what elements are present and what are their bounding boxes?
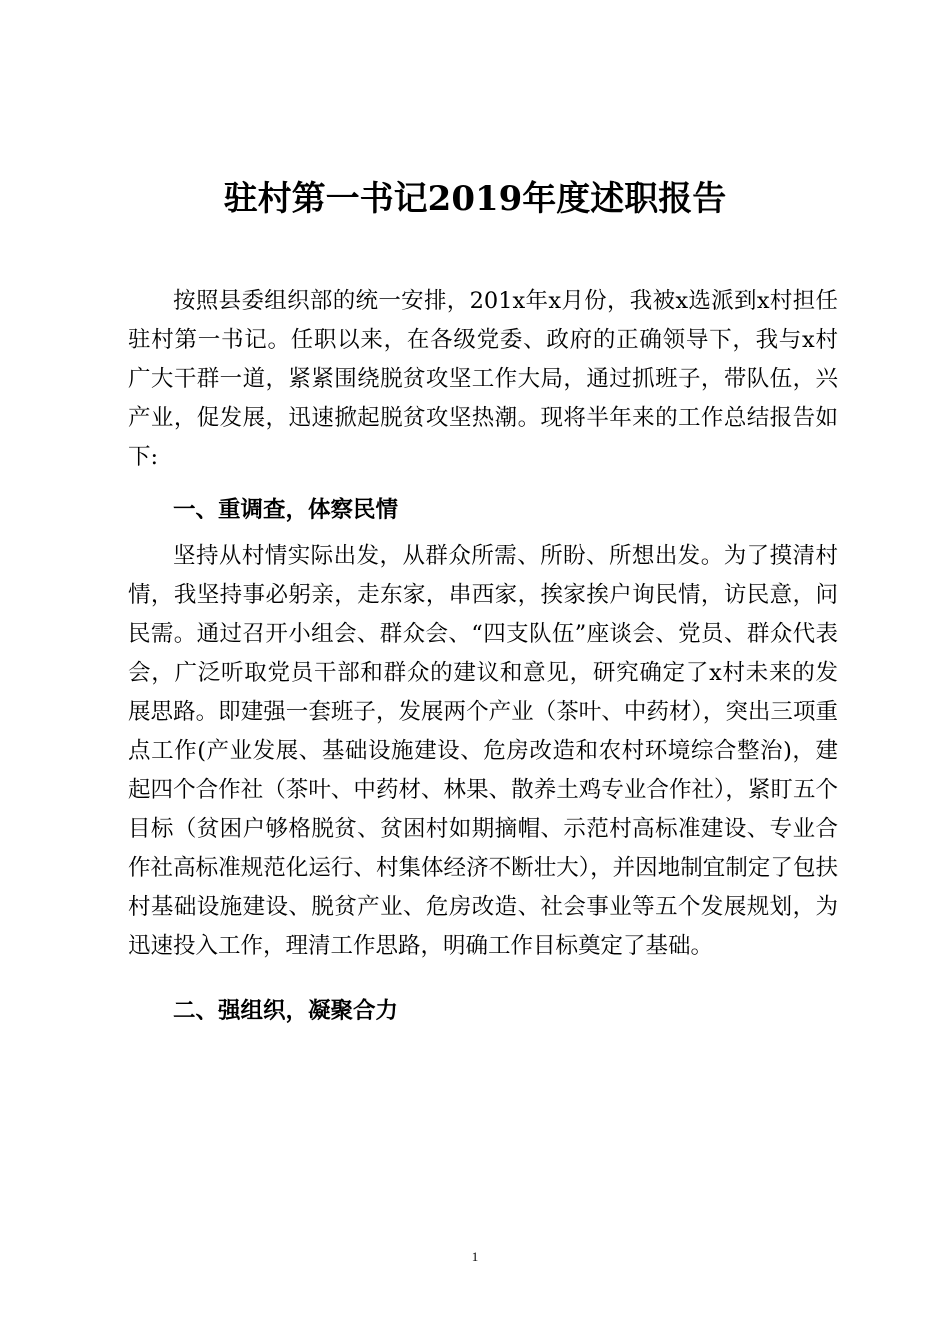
page-number: 1 [471, 1249, 479, 1264]
intro-paragraph: 按照县委组织部的统一安排，201x年x月份，我被x选派到x村担任驻村第一书记。任职以来，在各级党委、政府的正确领导下，我与x村广大干群一道，紧紧围绕脱贫攻坚工作大局，通过抓班子，带队伍，兴产业，促发展，迅速掀起脱贫攻坚热潮。现将半年来的工作总结报告如下: [128, 288, 838, 470]
section-heading-2: 二、强组织，凝聚合力 [173, 998, 399, 1024]
section-1-paragraph: 坚持从村情实际出发，从群众所需、所盼、所想出发。为了摸清村情，我坚持事必躬亲，走东家，串西家，挨家挨户询民情，访民意，问民需。通过召开小组会、群众会、“四支队伍”座谈会、党员、群众代表会，广泛听取党员干部和群众的建议和意见，研究确定了x村未来的发展思路。即建强一套班子，发展两个产业（茶叶、中药材），突出三项重点工作(产业发展、基础设施建设、危房改造和农村环境综合整治)，建起四个合作社（茶叶、中药材、林果、散养土鸡专业合作社），紧盯五个目标（贫困户够格脱贫、贫困村如期摘帽、示范村高标准建设、专业合作社高标准规范化运行、村集体经济不断壮大），并因地制宜制定了包扶村基础设施建设、脱贫产业、危房改造、社会事业等五个发展规划，为迅速投入工作，理清工作思路，明确工作目标奠定了基础。 [128, 543, 838, 959]
document-body [128, 282, 838, 1036]
section-heading-1: 一、重调查，体察民情 [173, 497, 399, 523]
document-title: 驻村第一书记2019年度述职报告 [223, 179, 727, 219]
